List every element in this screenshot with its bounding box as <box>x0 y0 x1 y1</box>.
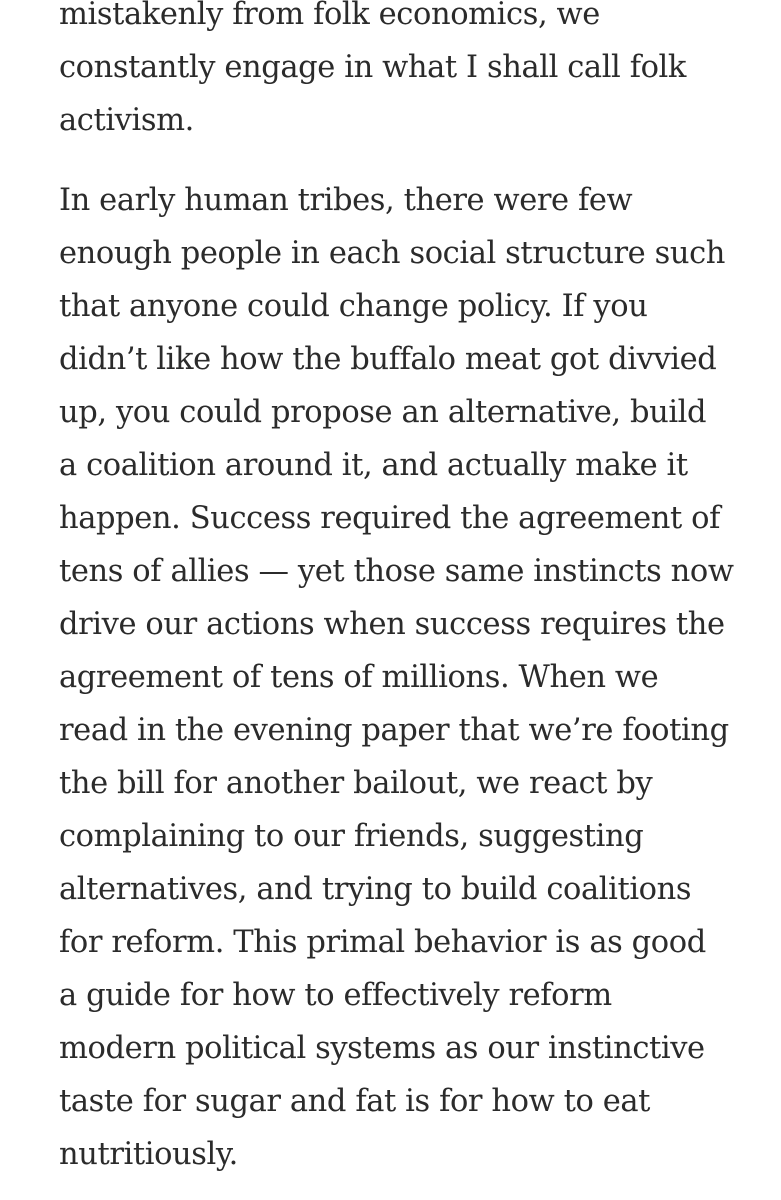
paragraph-2 <box>59 174 759 1181</box>
text-line: a guide for how to effectively reform <box>59 978 612 1013</box>
text-line: In early human tribes, there were few <box>59 183 633 218</box>
text-line: for reform. This primal behavior is as good <box>59 925 706 960</box>
text-line: modern political systems as our instinctive <box>59 1031 705 1066</box>
text-line: mistakenly from folk economics, we <box>59 0 600 32</box>
text-line: read in the evening paper that we’re footing <box>59 713 729 748</box>
text-line: alternatives, and trying to build coalitions <box>59 872 692 907</box>
text-line: up, you could propose an alternative, build <box>59 395 707 430</box>
text-line: didn’t like how the buffalo meat got divvied <box>59 342 717 377</box>
text-line: happen. Success required the agreement of <box>59 501 720 536</box>
text-line: enough people in each social structure such <box>59 236 726 271</box>
text-line: complaining to our friends, suggesting <box>59 819 644 854</box>
text-line: constantly engage in what I shall call folk <box>59 50 686 85</box>
text-line: drive our actions when success requires the <box>59 607 725 642</box>
text-line: a coalition around it, and actually make it <box>59 448 688 483</box>
text-line: that anyone could change policy. If you <box>59 289 648 324</box>
text-line: taste for sugar and fat is for how to eat <box>59 1084 651 1119</box>
text-line: the bill for another bailout, we react by <box>59 766 653 801</box>
text-line: agreement of tens of millions. When we <box>59 660 659 695</box>
text-line: activism. <box>59 103 194 138</box>
text-line: nutritiously. <box>59 1137 238 1172</box>
paragraph-1 <box>59 0 759 147</box>
text-line: tens of allies — yet those same instincts now <box>59 554 734 589</box>
article-body <box>59 0 759 1181</box>
